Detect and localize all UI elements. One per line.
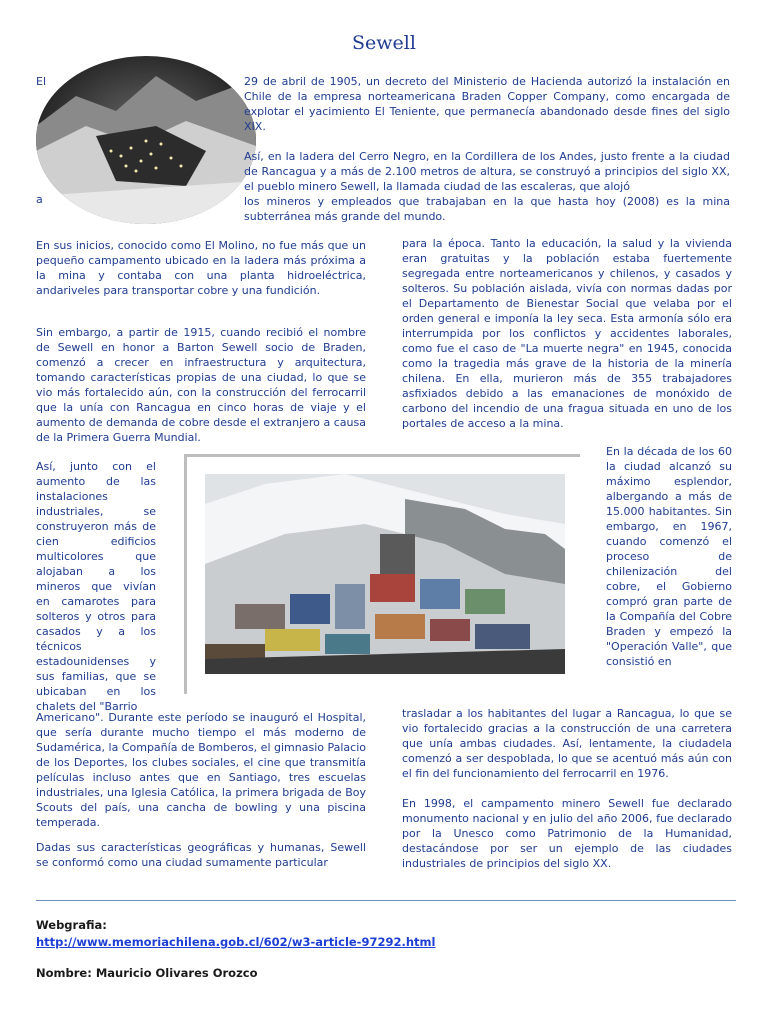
intro-paragraph-2: Así, en la ladera del Cerro Negro, en la Cordillera de los Andes, justo frente a la ciudad de Rancagua y a más de 2.100 metros de altura, se construyó a principios del siglo XX, el pueblo minero Sewell, la llamada ciudad de las escaleras, que alojó	[244, 150, 730, 193]
intro-lead-2: a	[36, 193, 43, 206]
left-paragraph-4: Dadas sus características geográficas y humanas, Sewell se conformó como una ciudad sumamente particular	[36, 841, 366, 869]
sewell-night-photo	[36, 56, 256, 224]
intro-lead: El	[36, 75, 47, 88]
author-name: Nombre: Mauricio Olivares Orozco	[36, 966, 258, 980]
photo-frame-left	[184, 454, 187, 694]
intro-paragraph-1: 29 de abril de 1905, un decreto del Ministerio de Hacienda autorizó la instalación en Chile de la empresa norteamericana Braden Copper Company, como encargada de explotar el yacimiento El Teniente, que permanecía abandonado desde fines del siglo XIX.	[244, 75, 730, 133]
right-paragraph-1: para la época. Tanto la educación, la salud y la vivienda eran gratuitas y la población estaba fuertemente segregada entre norteamericanos y chilenos, y casados y solteros. Su población aislada, vivía con normas dadas por el Departamento de Bienestar Social que velaba por el orden general e imponía la ley seca. Esta armonía sólo era interrumpida por los conflictos y accidentes laborales, como fue el caso de "La muerte negra" en 1945, conocida como la tragedia más grave de la historia de la minería chilena. En ella, murieron más de 355 trabajadores asfixiados debido a las emanaciones de monóxido de carbono del incendio de una fragua situada en uno de los portales de acceso a la mina.	[402, 237, 732, 430]
webgrafia-label: Webgrafia:	[36, 918, 107, 932]
footer-divider	[36, 900, 736, 901]
photo-frame-top	[184, 454, 580, 457]
left-paragraph-3-narrow: Así, junto con el aumento de las instalaciones industriales, se construyeron más de cien edificios multicolores que alojaban a los mineros que vivían en camarotes para solteros y otros para casados y a los técnicos estadounidenses y sus familias, que se ubicaban en los chalets del "Barrio	[36, 460, 156, 713]
sewell-town-photo	[205, 474, 565, 674]
right-paragraph-2-narrow: En la década de los 60 la ciudad alcanzó su máximo esplendor, albergando a más de 15.000 habitantes. Sin embargo, en 1967, cuando comenzó el proceso de chilenización del cobre, el Gobierno compró gran parte de la Compañía del Cobre Braden y empezó la "Operación Valle", que consistió en	[606, 445, 732, 668]
right-paragraph-2-wide: trasladar a los habitantes del lugar a Rancagua, lo que se vio fortalecido gracias a la construcción de una carretera que unía ambas ciudades. Así, lentamente, la ciudadela comenzó a ser despoblada, lo que se acentuó más aún con el fin del funcionamiento del ferrocarril en 1976.	[402, 707, 732, 780]
page-title: Sewell	[352, 32, 416, 54]
right-paragraph-3: En 1998, el campamento minero Sewell fue declarado monumento nacional y en julio del año 2006, fue declarado por la Unesco como Patrimonio de la Humanidad, destacándose por ser un ejemplo de las ciudades industriales de principios del siglo XX.	[402, 797, 732, 870]
left-paragraph-2: Sin embargo, a partir de 1915, cuando recibió el nombre de Sewell en honor a Barton Sewell socio de Braden, comenzó a crecer en infraestructura y arquitectura, tomando características propias de una ciudad, lo que se vio más fortalecido aún, con la construcción del ferrocarril que la unía con Rancagua en cinco horas de viaje y el aumento de demanda de cobre desde el extranjero a causa de la Primera Guerra Mundial.	[36, 326, 366, 444]
left-paragraph-1: En sus inicios, conocido como El Molino, no fue más que un pequeño campamento ubicado en la ladera más próxima a la mina y contaba con una planta hidroeléctrica, andariveles para transportar cobre y una fundición.	[36, 239, 366, 297]
webgrafia-link[interactable]: http://www.memoriachilena.gob.cl/602/w3-article-97292.html	[36, 935, 436, 949]
left-paragraph-3-wide: Americano". Durante este período se inauguró el Hospital, que sería durante mucho tiempo el más moderno de Sudamérica, la Compañía de Bomberos, el gimnasio Palacio de los Deportes, los clubes sociales, el cine que transmitía películas incluso antes que en Santiago, tres escuelas industriales, una Iglesia Católica, la primera brigada de Boy Scouts del país, una cancha de bowling y una piscina temperada.	[36, 711, 366, 829]
intro-paragraph-3: los mineros y empleados que trabajaban en la que hasta hoy (2008) es la mina subterránea más grande del mundo.	[244, 195, 730, 223]
